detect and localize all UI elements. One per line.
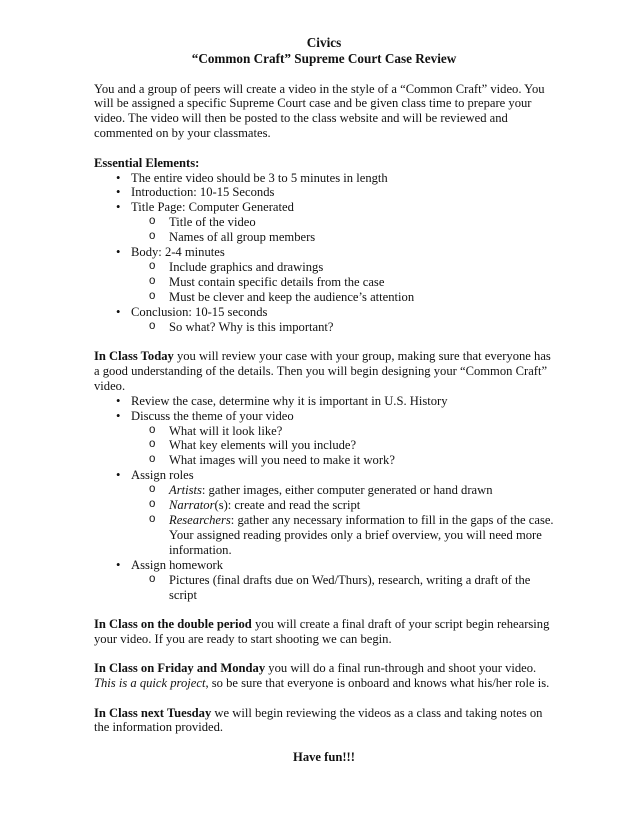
course-name: Civics (306, 35, 342, 50)
next-tuesday-lead: In Class next Tuesday (94, 705, 212, 720)
in-class-today-list (94, 394, 554, 603)
sub-list-item: o Names of all group members (94, 230, 554, 245)
list-item: • Discuss the theme of your video (94, 409, 554, 424)
document-page (94, 35, 554, 765)
list-item: • Assign roles (94, 468, 554, 483)
intro-paragraph: You and a group of peers will create a video in the style of a “Common Craft” video. You will be assigned a specific Supreme Court case and be given class time to prepare your video. The video will then be posted to the class website and will be reviewed and commented on by your classmates. (94, 81, 545, 141)
assignment-title: “Common Craft” Supreme Court Case Review (191, 51, 457, 66)
friday-monday-emphasis: This is a quick project (94, 676, 206, 691)
document-title (94, 35, 554, 67)
essential-elements-list (94, 171, 554, 335)
sub-list-item: o What will it look like? (94, 424, 554, 439)
sub-list-item: o What images will you need to make it work? (94, 453, 554, 468)
friday-monday-paragraph (94, 661, 554, 691)
double-period-text: you will create a final draft of your script begin rehearsing your video. If you are ready to start shooting we can begin. (94, 616, 550, 646)
role-description: : gather images, either computer generated or hand drawn (201, 483, 493, 498)
role-name: Researchers (169, 512, 231, 527)
sub-list-item: o Must contain specific details from the case (94, 275, 554, 290)
in-class-today-text: you will review your case with your group, making sure that everyone has a good understanding of the details. Then you will begin designing your “Common Craft” video. (94, 349, 551, 393)
friday-monday-lead: In Class on Friday and Monday (94, 661, 266, 676)
sub-list-item (94, 483, 554, 498)
list-item: • Conclusion: 10-15 seconds (94, 305, 554, 320)
sub-list-item (94, 498, 554, 513)
double-period-lead: In Class on the double period (94, 616, 252, 631)
friday-monday-text: you will do a final run-through and shoot your video. (265, 661, 537, 676)
list-item: • The entire video should be 3 to 5 minutes in length (94, 171, 554, 186)
role-name: Narrator (169, 498, 215, 513)
in-class-today-paragraph (94, 349, 554, 394)
in-class-today-lead: In Class Today (94, 349, 174, 363)
role-description: : gather any necessary information to fill in the gaps of the case. Your assigned reading provides only a brief overview, you will need more information. (169, 512, 554, 557)
sub-list-item (94, 513, 554, 558)
list-item: • Introduction: 10-15 Seconds (94, 185, 554, 200)
double-period-paragraph (94, 617, 554, 647)
next-tuesday-text: we will begin reviewing the videos as a class and taking notes on the information provided. (94, 705, 543, 735)
closing-line: Have fun!!! (293, 749, 355, 764)
role-description: (s): create and read the script (214, 498, 361, 513)
sub-list-item: o Pictures (final drafts due on Wed/Thurs), research, writing a draft of the script (94, 573, 554, 603)
sub-list-item: o So what? Why is this important? (94, 320, 554, 335)
friday-monday-text-end: , so be sure that everyone is onboard and knows what his/her role is. (205, 676, 550, 691)
sub-list-item: o What key elements will you include? (94, 438, 554, 453)
list-item: • Body: 2-4 minutes (94, 245, 554, 260)
sub-list-item: o Title of the video (94, 215, 554, 230)
role-name: Artists (169, 483, 202, 498)
list-item: • Assign homework (94, 558, 554, 573)
list-item: • Review the case, determine why it is important in U.S. History (94, 394, 554, 409)
list-item: • Title Page: Computer Generated (94, 200, 554, 215)
sub-list-item: o Include graphics and drawings (94, 260, 554, 275)
next-tuesday-paragraph (94, 706, 554, 736)
essential-elements-heading: Essential Elements: (94, 155, 200, 170)
sub-list-item: o Must be clever and keep the audience’s attention (94, 290, 554, 305)
